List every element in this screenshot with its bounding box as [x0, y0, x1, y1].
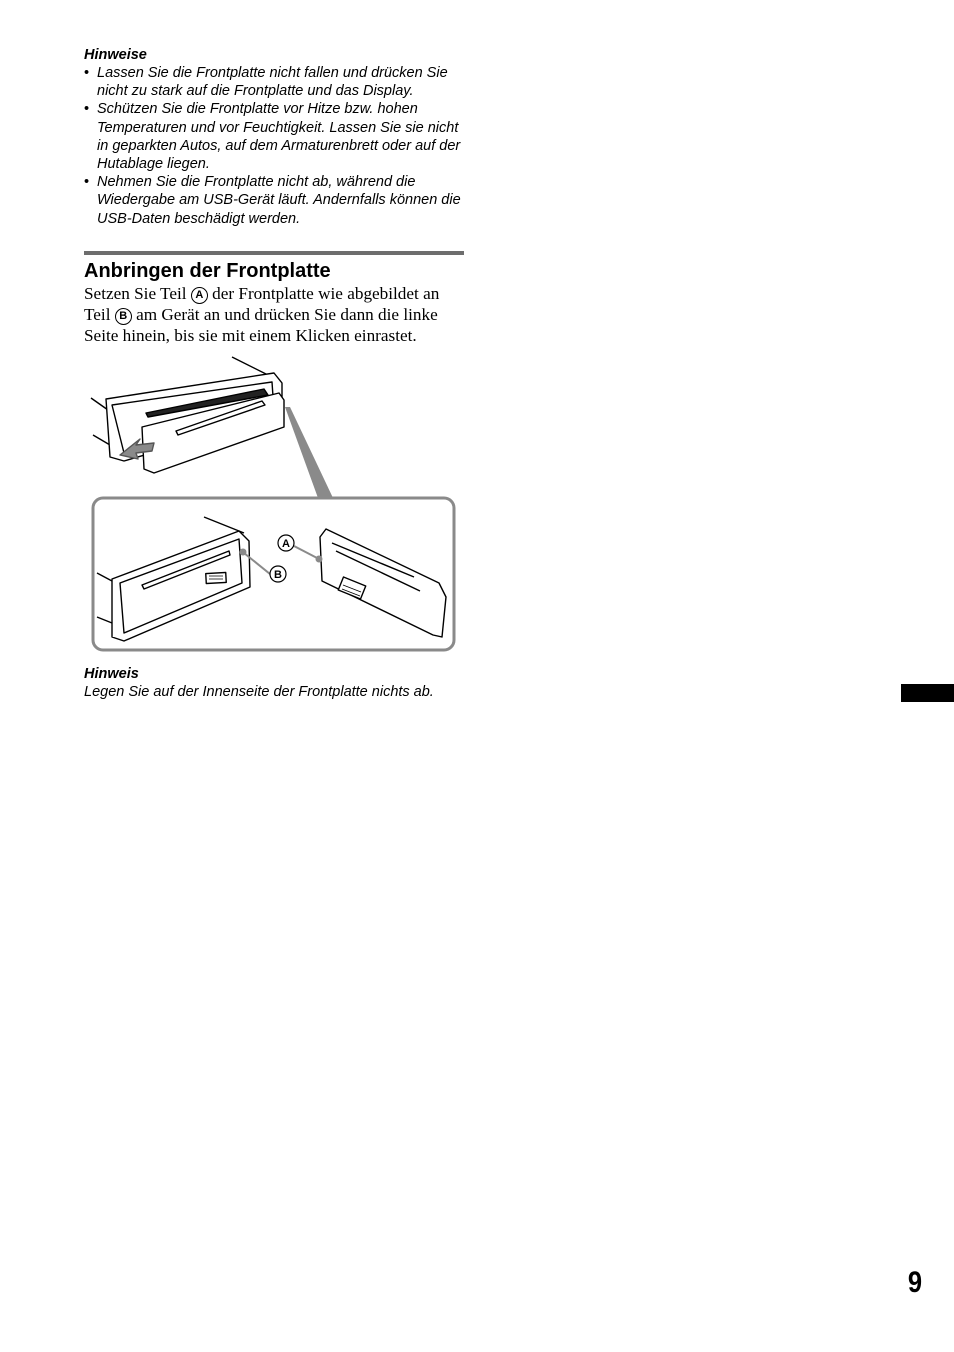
page-number: 9 [907, 1266, 923, 1299]
callout-b-marker [270, 566, 286, 582]
notes-block [84, 46, 469, 228]
attach-faceplate-illustration [84, 355, 464, 655]
callout-a-text: A [282, 538, 290, 550]
part-a-label: A [191, 287, 208, 304]
note-item-text: Nehmen Sie die Frontplatte nicht ab, während die Wiedergabe am USB-Gerät läuft. Andernfalls können die USB-Daten beschädigt werden. [97, 174, 461, 227]
callout-a-marker [278, 535, 294, 551]
instruction-text-part: am Gerät an und drücken Sie dann die linke Seite hinein, bis sie mit einem Klicken einrastet. [84, 304, 438, 345]
note-item-text: Schützen Sie die Frontplatte vor Hitze bzw. hohen Temperaturen und vor Feuchtigkeit. Lassen Sie sie nicht in geparkten Autos, auf dem Armaturenbrett oder auf der Hutablage liegen. [97, 101, 461, 173]
unit-attach-drawing [91, 357, 284, 473]
section-title: Anbringen der Frontplatte [84, 260, 331, 282]
zoom-wedge-shape [285, 407, 333, 498]
note-block [84, 665, 474, 701]
note-heading: Hinweis [84, 666, 139, 682]
instruction-text [84, 284, 469, 346]
part-b-label: B [115, 308, 132, 325]
notes-list [84, 64, 469, 228]
note-item [84, 173, 469, 228]
notes-heading: Hinweise [84, 47, 147, 63]
note-text: Legen Sie auf der Innenseite der Frontplatte nichts ab. [84, 684, 434, 700]
note-item [84, 100, 469, 173]
section-divider [84, 251, 464, 255]
callout-b-text: B [274, 569, 282, 581]
note-item [84, 64, 469, 100]
instruction-text-part: der Frontplatte wie abgebildet an Teil [84, 284, 440, 324]
bullet-icon: • [84, 65, 90, 81]
bullet-icon: • [84, 174, 90, 191]
chapter-thumb-tab [901, 684, 954, 702]
instruction-text-part: Setzen Sie Teil [84, 284, 191, 303]
bullet-icon: • [84, 101, 90, 118]
note-item-text: Lassen Sie die Frontplatte nicht fallen und drücken Sie nicht zu stark auf die Frontplatte und das Display. [97, 65, 448, 100]
